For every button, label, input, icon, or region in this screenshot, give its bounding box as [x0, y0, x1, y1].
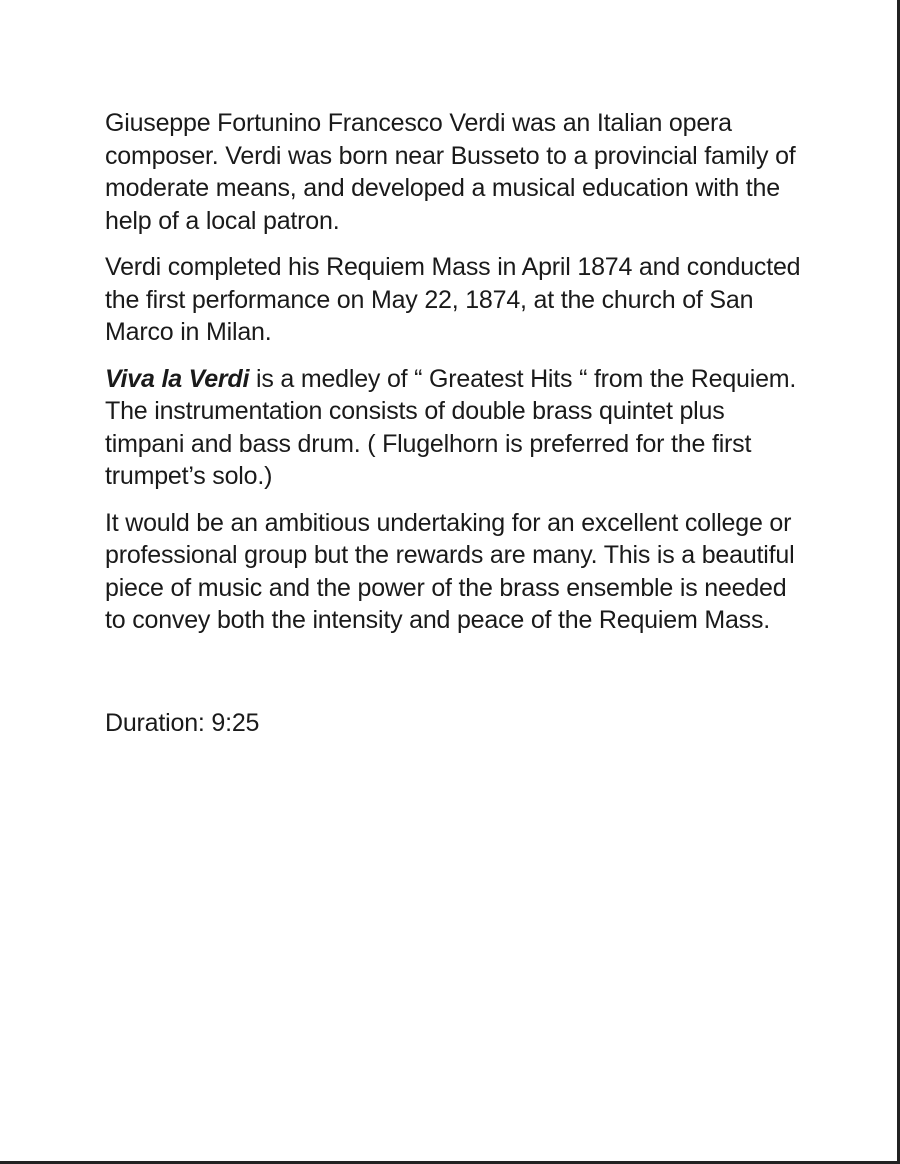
paragraph-performance [105, 507, 805, 637]
duration-label [105, 707, 805, 740]
paragraph-performance-text: It would be an ambitious undertaking for an excellent college or professional group but the rewards are many. This is a beautiful piece of music and the power of the brass ensemble is needed to convey both the intensity and peace of the Requiem Mass. [105, 508, 795, 634]
paragraph-biography-text: Giuseppe Fortunino Francesco Verdi was an Italian opera composer. Verdi was born near Busseto to a provincial family of moderate means, and developed a musical education with the help of a local patron. [105, 109, 796, 235]
duration-text: Duration: 9:25 [105, 708, 260, 737]
paragraph-biography [105, 107, 805, 237]
paragraph-medley-text: is a medley of “ Greatest Hits “ from the Requiem. The instrumentation consists of double brass quintet plus timpani and bass drum. ( Flugelhorn is preferred for the first trumpet’s solo.) [105, 364, 797, 490]
paragraph-requiem-text: Verdi completed his Requiem Mass in April 1874 and conducted the first performance on May 22, 1874, at the church of San Marco in Milan. [105, 253, 801, 346]
work-title: Viva la Verdi [105, 364, 250, 393]
paragraph-requiem [105, 251, 805, 349]
paragraph-medley [105, 363, 805, 493]
document-body [105, 107, 805, 753]
